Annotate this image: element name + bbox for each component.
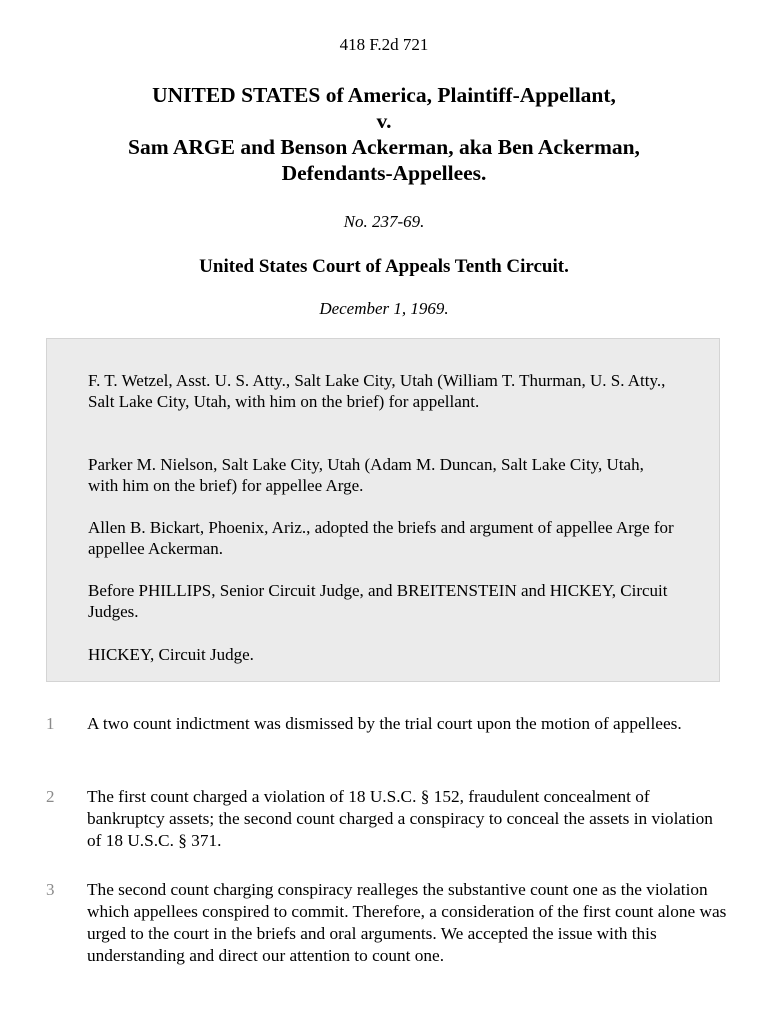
paragraph-text: The second count charging conspiracy realleges the substantive count one as the violation which appellees conspired to commit. Therefore, a consideration of the first count alone was urged to the court in the briefs and oral arguments. We accepted the issue with this understanding and direct our attention to count one.	[87, 880, 727, 965]
counsel-section	[46, 338, 720, 682]
counsel-appellee-ackerman: Allen B. Bickart, Phoenix, Ariz., adopted the briefs and argument of appellee Arge for appellee Ackerman.	[88, 518, 674, 558]
paragraph-number: 3	[46, 880, 55, 899]
title-line-defendants: Sam ARGE and Benson Ackerman, aka Ben Ackerman,	[128, 135, 640, 159]
title-line-role: Defendants-Appellees.	[281, 161, 487, 185]
counsel-appellant: F. T. Wetzel, Asst. U. S. Atty., Salt Lake City, Utah (William T. Thurman, U. S. Atty., Salt Lake City, Utah, with him on the brief) for appellant.	[88, 371, 666, 411]
counsel-appellee-arge: Parker M. Nielson, Salt Lake City, Utah (Adam M. Duncan, Salt Lake City, Utah, with him on the brief) for appellee Arge.	[88, 455, 644, 495]
title-line-plaintiff: UNITED STATES of America, Plaintiff-Appellant,	[152, 83, 616, 107]
panel-judges: Before PHILLIPS, Senior Circuit Judge, and BREITENSTEIN and HICKEY, Circuit Judges.	[88, 581, 668, 621]
paragraph-text: The first count charged a violation of 18 U.S.C. § 152, fraudulent concealment of bankruptcy assets; the second count charged a conspiracy to conceal the assets in violation of 18 U.S.C. § 371.	[87, 787, 713, 850]
decision-date: December 1, 1969.	[319, 299, 449, 318]
title-line-versus: v.	[376, 109, 392, 133]
paragraph-number: 2	[46, 787, 55, 806]
paragraph-text: A two count indictment was dismissed by the trial court upon the motion of appellees.	[87, 714, 682, 733]
paragraph-number: 1	[46, 714, 55, 733]
case-title	[40, 82, 728, 186]
docket-number: No. 237-69.	[343, 212, 425, 231]
court-name: United States Court of Appeals Tenth Circuit.	[199, 256, 569, 277]
case-citation: 418 F.2d 721	[339, 35, 429, 54]
opinion-author: HICKEY, Circuit Judge.	[88, 645, 254, 664]
